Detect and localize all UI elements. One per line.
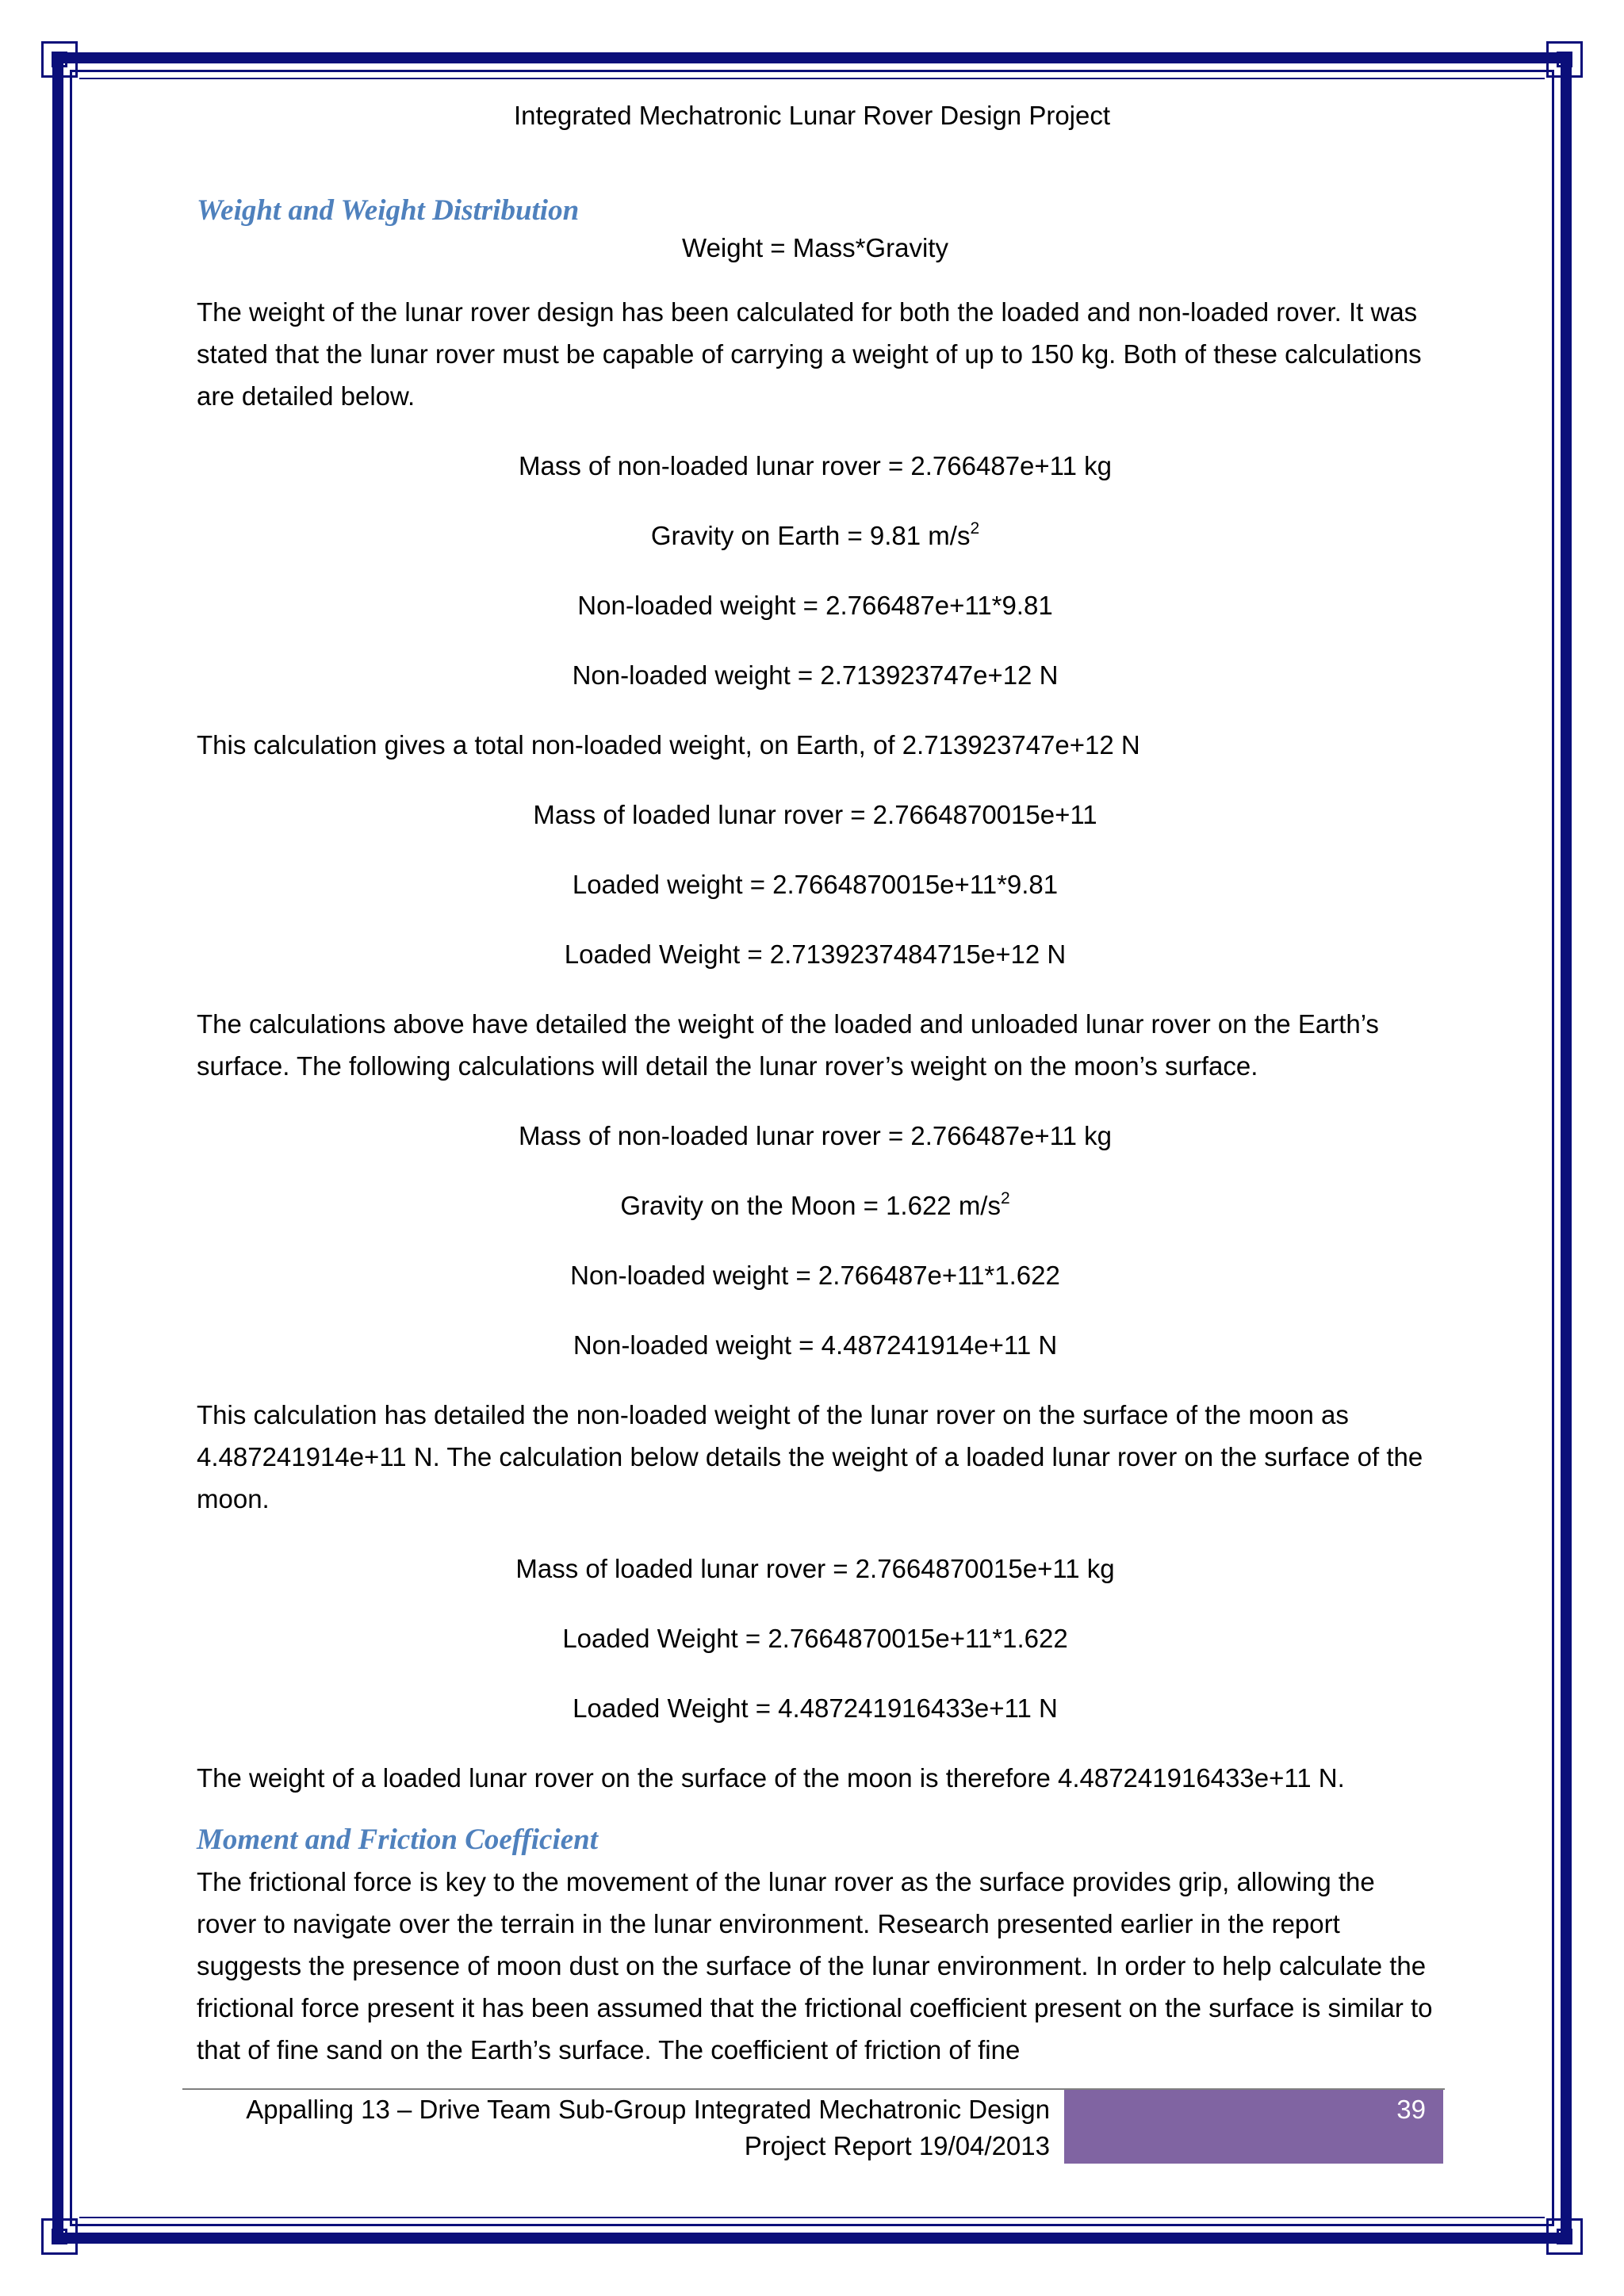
earth-loaded-weight-result: Loaded Weight = 2.7139237484715e+12 N (564, 939, 1067, 969)
earth-loaded-weight-calc: Loaded weight = 2.7664870015e+11*9.81 (572, 870, 1059, 899)
moon-loaded-weight-calc: Loaded Weight = 2.7664870015e+11*1.622 (562, 1624, 1068, 1653)
moon-nonloaded-weight-result: Non-loaded weight = 4.487241914e+11 N (573, 1330, 1058, 1360)
moon-loaded-summary: The weight of a loaded lunar rover on the surface of the moon is therefore 4.487241916433e+11 N. (197, 1763, 1345, 1793)
section-heading-weight: Weight and Weight Distribution (197, 194, 580, 227)
page-header: Integrated Mechatronic Lunar Rover Design Project (513, 101, 1111, 130)
corner-ornament-top-right (1546, 41, 1583, 78)
earth-loaded-mass: Mass of loaded lunar rover = 2.7664870015e+11 (533, 800, 1097, 829)
friction-paragraph: The frictional force is key to the movement of the lunar rover as the surface provides grip, allowing the rover to navigate over the terrain in the lunar environment. Research presented earlier in the report suggests the presence of moon dust on the surface of the lunar environment. In order to help calculate the frictional force present it has been assumed that the frictional coefficient present on the surface is similar to that of fine sand on the Earth’s surface. The coefficient of friction of fine (197, 1867, 1433, 2064)
weight-formula: Weight = Mass*Gravity (682, 233, 948, 262)
superscript: 2 (1000, 1189, 1010, 1207)
earth-gravity: Gravity on Earth = 9.81 $m/s^2$ (650, 519, 980, 550)
footer-caption (184, 2091, 1050, 2164)
page-number-box (1064, 2090, 1443, 2164)
footer-line-2: Project Report 19/04/2013 (744, 2131, 1050, 2160)
corner-ornament-bottom-right (1546, 2218, 1583, 2255)
superscript: 2 (970, 519, 980, 538)
page-number: 39 (1396, 2095, 1426, 2124)
earth-nonloaded-mass: Mass of non-loaded lunar rover = 2.766487e+11 kg (519, 451, 1112, 480)
corner-ornament-bottom-left (41, 2218, 78, 2255)
moon-nonloaded-mass: Mass of non-loaded lunar rover = 2.766487e+11 kg (519, 1121, 1112, 1150)
moon-nonloaded-summary: This calculation has detailed the non-loaded weight of the lunar rover on the surface of the moon as 4.487241914e+11 N. The calculation below details the weight of a loaded lunar rover on the surface of the moon. (197, 1400, 1423, 1513)
earth-nonloaded-summary: This calculation gives a total non-loaded weight, on Earth, of 2.713923747e+12 N (197, 730, 1140, 760)
footer-line-1: Appalling 13 – Drive Team Sub-Group Integrated Mechatronic Design (246, 2095, 1050, 2124)
earth-nonloaded-weight-calc: Non-loaded weight = 2.766487e+11*9.81 (577, 591, 1053, 620)
moon-loaded-weight-result: Loaded Weight = 4.487241916433e+11 N (573, 1693, 1058, 1723)
earth-summary-paragraph: The calculations above have detailed the weight of the loaded and unloaded lunar rover on the Earth’s surface. The following calculations will detail the lunar rover’s weight on the moon’s surface. (197, 1009, 1379, 1081)
moon-gravity: Gravity on the Moon = 1.622 $m/s^2$ (620, 1189, 1010, 1220)
earth-nonloaded-weight-result: Non-loaded weight = 2.713923747e+12 N (572, 660, 1059, 690)
moon-loaded-mass: Mass of loaded lunar rover = 2.7664870015e+11 kg (515, 1554, 1115, 1583)
section-heading-friction: Moment and Friction Coefficient (197, 1823, 599, 1856)
border-rule-top (79, 78, 1545, 79)
corner-ornament-top-left (41, 41, 78, 78)
moon-nonloaded-weight-calc: Non-loaded weight = 2.766487e+11*1.622 (570, 1261, 1060, 1290)
document-body (197, 190, 1434, 2071)
border-rule-bottom (79, 2217, 1545, 2218)
weight-intro-paragraph: The weight of the lunar rover design has been calculated for both the loaded and non-loaded rover. It was stated that the lunar rover must be capable of carrying a weight of up to 150 kg. Both of these calculations are detailed below. (197, 297, 1422, 411)
